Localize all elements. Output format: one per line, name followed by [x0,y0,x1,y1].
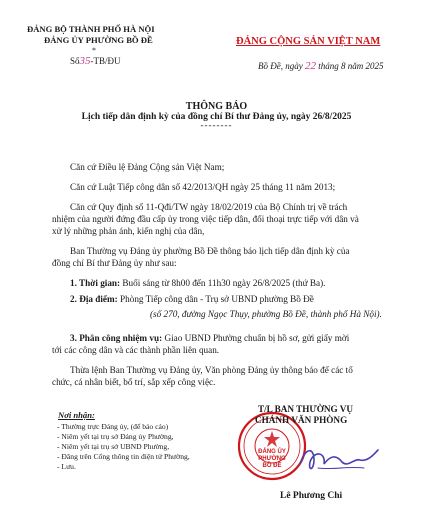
org-line-1: ĐẢNG BỘ THÀNH PHỐ HÀ NỘI [27,24,155,34]
closing-line-2: chức, cá nhân biết, bố trí, sắp xếp công việc. [52,377,216,387]
item-location-text: Phòng Tiếp công dân - Trụ sở UBND phường Bồ Đề [117,294,314,304]
place-date [258,60,384,72]
item-task [70,332,349,344]
seal-lettering [258,448,286,469]
handwritten-signature [296,440,382,480]
signature-title: T/L BAN THƯỜNG VỤ [258,404,354,414]
item-task-line-2: tới các công dân và các thành phần liên quan. [52,345,220,355]
doc-number-value: 35 [79,55,91,67]
item-task-text: Giao UBND Phường chuẩn bị hồ sơ, gửi giấy mời [162,333,350,343]
item-time-label: 1. Thời gian: [70,278,121,288]
place-date-suffix: tháng 8 năm 2025 [318,61,384,71]
document-subtitle: Lịch tiếp dân định kỳ của đồng chí Bí thư Đảng ủy, ngày 26/8/2025 [81,112,352,122]
intro-line-1: Ban Thường vụ Đảng ủy phường Bồ Đề thông báo lịch tiếp dân định kỳ của [70,246,350,256]
item-location [70,293,314,305]
svg-text:PHƯỜNG: PHƯỜNG [258,456,286,462]
item-location-label: 2. Địa điểm: [70,294,118,304]
basis-3-line-1: Căn cứ Quy định số 11-Qđi/TW ngày 18/02/2019 của Bộ Chính trị về trách [70,202,348,212]
place-date-prefix: Bồ Đề, ngày [258,61,303,71]
document-title: THÔNG BÁO [185,101,248,112]
intro-line-2: đồng chí Bí thư Đảng ủy như sau: [52,258,177,268]
date-day: 22 [305,60,316,72]
svg-text:ĐẢNG ỦY: ĐẢNG ỦY [258,449,286,455]
item-task-label: 3. Phân công nhiệm vụ: [70,333,163,343]
recipient-item: - Niêm yết tại trụ sở Đảng ủy Phường, [57,432,174,441]
item-time [70,277,325,289]
item-time-text: Buổi sáng từ 8h00 đến 11h30 ngày 26/8/2025 (thứ Ba). [120,278,326,288]
doc-number-suffix: -TB/ĐU [90,56,121,66]
recipient-item: - Niêm yết tại trụ sở UBND Phường, [57,442,170,451]
closing-line-1: Thừa lệnh Ban Thường vụ Đảng ủy, Văn phòng Đảng ủy thông báo để các tổ [70,365,353,375]
document-number [70,55,121,67]
header-star: * [92,46,96,55]
signer-name: Lê Phương Chi [280,491,343,501]
signature-subtitle: CHÁNH VĂN PHÒNG [255,415,348,425]
basis-1: Căn cứ Điều lệ Đảng Cộng sản Việt Nam; [70,162,225,172]
title-separator: -------- [200,120,233,130]
basis-3-line-2: nhiệm của người đứng đầu cấp ủy trong việc tiếp dân, đối thoại trực tiếp với dân và [52,214,359,224]
recipient-item: - Lưu. [57,462,76,471]
recipient-item: - Thường trực Đảng ủy, (để báo cáo) [57,422,169,431]
party-name: ĐẢNG CỘNG SẢN VIỆT NAM [236,36,381,47]
item-location-address: (số 270, đường Ngọc Thụy, phường Bồ Đề, thành phố Hà Nội). [150,309,382,319]
basis-2: Căn cứ Luật Tiếp công dân số 42/2013/QH ngày 25 tháng 11 năm 2013; [70,182,336,192]
org-line-2: ĐẢNG ỦY PHƯỜNG BỒ ĐỀ [44,35,153,45]
recipients-title: Nơi nhận: [58,410,95,420]
doc-number-prefix: Số [70,56,80,66]
basis-3-line-3: xử lý những phản ánh, kiến nghị của dân, [52,226,205,236]
recipient-item: - Đăng trên Cổng thông tin điện tử Phường, [57,452,190,461]
svg-text:BỒ ĐỀ: BỒ ĐỀ [262,463,282,469]
